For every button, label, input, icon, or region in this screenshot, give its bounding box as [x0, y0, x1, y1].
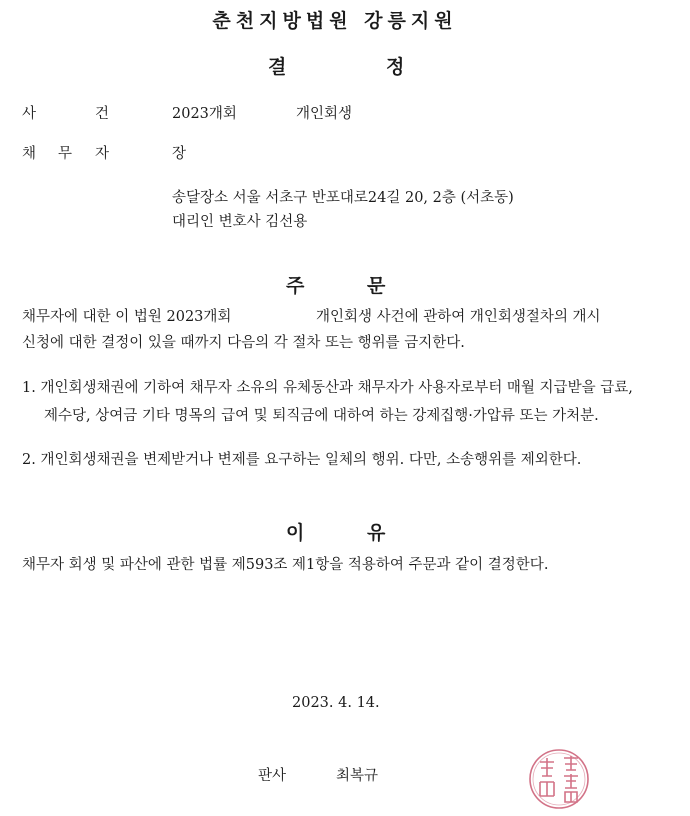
- judge-name: 최복규: [336, 768, 379, 784]
- ruling-heading-right: 문: [367, 275, 386, 297]
- case-number: 2023개회: [172, 106, 237, 122]
- ruling-item-number: 2.: [22, 452, 36, 468]
- ruling-item-1: [22, 374, 650, 430]
- debtor-name: 장: [172, 146, 187, 162]
- doc-title-left: 결: [268, 56, 287, 78]
- judge-seal: [528, 748, 590, 810]
- ruling-item-2: [22, 446, 650, 474]
- ruling-heading-left: 주: [286, 275, 305, 297]
- label-debtor-2: 무: [58, 146, 73, 162]
- ruling-intro-part1: 채무자에 대한 이 법원 2023개회: [22, 309, 232, 325]
- ruling-intro-line2: 신청에 대한 결정이 있을 때까지 다음의 각 절차 또는 행위를 금지한다.: [22, 335, 465, 351]
- decision-date: 2023. 4. 14.: [292, 695, 380, 711]
- doc-title-right: 정: [386, 56, 405, 78]
- judge-title: 판사: [258, 768, 287, 784]
- service-address: 송달장소 서울 서초구 반포대로24길 20, 2층 (서초동): [172, 190, 514, 206]
- reason-text: 채무자 회생 및 파산에 관한 법률 제593조 제1항을 적용하여 주문과 같이 결정한다.: [22, 557, 549, 573]
- reason-heading-right: 유: [367, 522, 386, 544]
- label-debtor-1: 채: [22, 146, 37, 162]
- ruling-item-text: 개인회생채권에 기하여 채무자 소유의 유체동산과 채무자가 사용자로부터 매월 지급받을 급료, 제수당, 상여금 기타 명목의 급여 및 퇴직금에 대하여 하는 강제집행·가압류 또는 가처분.: [40, 380, 633, 424]
- ruling-intro-part2: 개인회생 사건에 관하여 개인회생절차의 개시: [316, 309, 601, 325]
- agent: 대리인 변호사 김선용: [172, 214, 308, 230]
- label-case-1: 사: [22, 106, 37, 122]
- label-debtor-3: 자: [95, 146, 110, 162]
- ruling-item-number: 1.: [22, 380, 36, 396]
- ruling-item-text: 개인회생채권을 변제받거나 변제를 요구하는 일체의 행위. 다만, 소송행위를 제외한다.: [40, 452, 582, 468]
- case-name: 개인회생: [296, 106, 353, 122]
- court-name: 춘천지방법원 강릉지원: [212, 10, 458, 32]
- label-case-2: 건: [95, 106, 110, 122]
- reason-heading-left: 이: [286, 522, 305, 544]
